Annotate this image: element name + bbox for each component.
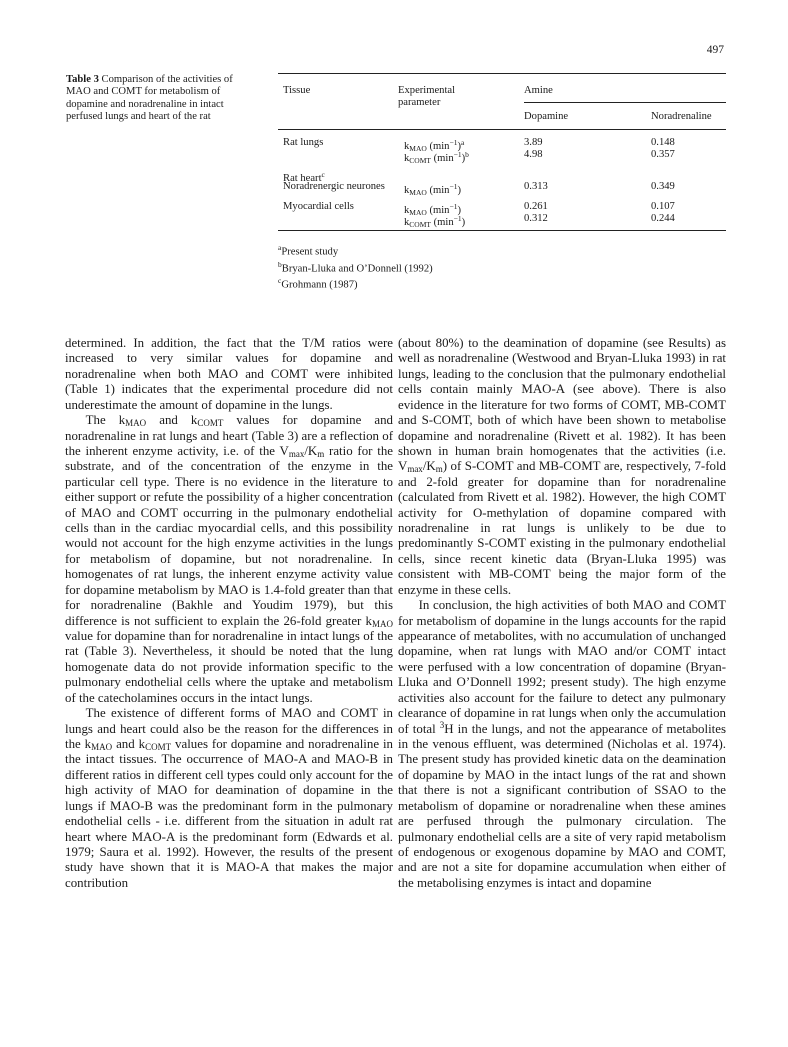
row-noradrenaline-value: 0.107 (651, 201, 675, 212)
header-tissue: Tissue (283, 85, 311, 96)
header-parameter: Experimental parameter (398, 85, 456, 108)
row-tissue: Rat lungs (283, 137, 324, 148)
amine-subheader-rule (524, 102, 726, 103)
row-dopamine-value: 0.312 (524, 213, 548, 224)
row-dopamine-value: 4.98 (524, 149, 543, 160)
row-parameter: $k_{MAO}$ $(\min^{-1})$ (404, 182, 461, 197)
row-parameter: $k_{COMT}$ $(\min^{-1})^b$ (404, 150, 469, 165)
table-caption-text: Comparison of the activities of MAO and COMT for metabolism of dopamine and noradrenaline in intact perfused lungs and heart of the rat (66, 74, 233, 122)
row-noradrenaline-value: 0.148 (651, 137, 675, 148)
row-dopamine-value: 0.313 (524, 181, 548, 192)
header-dopamine: Dopamine (524, 111, 569, 122)
footnote: $^b$Bryan-Lluka and O’Donnell (1992) (278, 259, 433, 275)
row-tissue: Noradrenergic neurones (283, 181, 385, 192)
footnote: $^a$Present study (278, 243, 339, 258)
paragraph: determined. In addition, the fact that the T/M ratios were increased to very similar values for dopamine and noradrenaline when both MAO and COMT were inhibited (Table 1) indicates that the experimental procedure did not underestimate the amount of dopamine in the lungs. (65, 336, 393, 412)
paragraph: In conclusion, the high activities of both MAO and COMT for metabolism of dopamine in the lungs accounts for the rapid appearance of metabolites, with no accumulation of unchanged dopamine, when rat lungs with MAO and/or COMT intact were perfused with a low concentration of dopamine (Bryan-Lluka and O’Donnell 1992; present study). The high enzyme activities also account for the failure to detect any pulmonary clearance of dopamine in rat lungs when only the accumulation of total $^3$H in the lungs, and not the appearance of metabolites in the venous effluent, was determined (Nicholas et al. 1974). The present study has provided kinetic data on the deamination of dopamine by MAO in the intact lungs of the rat and shown that there is not a significant contribution of SSAO to the metabolism of dopamine or noradrenaline when these amines are perfused through the pulmonary circulation. The pulmonary endothelial cells are a site of very rapid metabolism of endogenous or exogenous dopamine by MAO and COMT, and are not a site for dopamine accumulation when either of the metabolising enzymes is intact and dopamine (398, 598, 726, 890)
header-bottom-rule (278, 129, 726, 130)
row-noradrenaline-value: 0.349 (651, 181, 675, 192)
row-noradrenaline-value: 0.244 (651, 213, 675, 224)
paragraph: (about 80%) to the deamination of dopamine (see Results) as well as noradrenaline (Westwood and Bryan-Lluka 1993) in rat lungs, leading to the conclusion that the pulmonary endothelial cells contain mainly MAO-A (see above). There is also evidence in the literature for two forms of COMT, MB-COMT and S-COMT, both of which have been shown to metabolise dopamine and noradrenaline (Rivett et al. 1982). It has been shown in human brain homogenates that the activities (i.e. $V_{max}/K_m$) of S-COMT and MB-COMT are, respectively, 7-fold and 2-fold greater for dopamine than for noradrenaline (calculated from Rivett et al. 1982). However, the high COMT activity for O-methylation of dopamine compared with noradrenaline in rat lungs is unlikely to be due to predominantly S-COMT existing in the pulmonary endothelial cells, since recent kinetic data (Bryan-Lluka 1995) was consistent with MB-COMT being the major form of the enzyme in these cells. (398, 336, 726, 597)
row-parameter: $k_{MAO}$ $(\min^{-1})^a$ (404, 138, 465, 153)
row-noradrenaline-value: 0.357 (651, 149, 675, 160)
row-parameter: $k_{MAO}$ $(\min^{-1})$ (404, 202, 461, 217)
row-tissue: Rat heart$^c$ (283, 170, 325, 184)
right-column (398, 336, 726, 891)
table-caption-label: Table 3 (66, 74, 99, 85)
table-caption (66, 74, 254, 123)
row-tissue: Myocardial cells (283, 201, 354, 212)
footnote: $^c$Grohmann (1987) (278, 276, 358, 291)
paragraph: The $k_{MAO}$ and $k_{COMT}$ values for dopamine and noradrenaline in rat lungs and heart (Table 3) are a reflection of the inherent enzyme activity, i.e. of the $V_{max}/K_m$ ratio for the substrate, and of the concentration of the enzyme in the particular cell type. There is no evidence in the literature to either support or refute the possibility of a higher concentration of MAO and COMT occurring in the pulmonary endothelial cells than in the cardiac myocardial cells, and this possibility would not account for the high enzyme activities in the lungs for metabolism of dopamine, but not noradrenaline. In homogenates of rat lungs, the inherent enzyme activity value for dopamine metabolism by MAO is 1.4-fold greater than that for noradrenaline (Bakhle and Youdim 1979), but this difference is not sufficient to explain the 26-fold greater $k_{MAO}$ value for dopamine than for noradrenaline in intact lungs of the rat (Table 3). Nevertheless, it should be noted that the lung homogenate data do not provide information specific to the pulmonary endothelial cells where the uptake and metabolism of the catecholamines occurs in the intact lungs. (65, 413, 393, 705)
row-parameter: $k_{COMT}$ $(\min^{-1})$ (404, 214, 466, 229)
table-top-rule (278, 73, 726, 74)
paragraph: The existence of different forms of MAO and COMT in lungs and heart could also be the reason for the differences in the $k_{MAO}$ and $k_{COMT}$ values for dopamine and noradrenaline in the intact tissues. The occurrence of MAO-A and MAO-B in different ratios in different cell types could only account for the high activity of MAO for deamination of dopamine in the lungs if MAO-B was the predominant form in the pulmonary endothelial cells - i.e. different from the situation in adult rat heart where MAO-A is the predominant form (Edwards et al. 1979; Saura et al. 1992). However, the results of the present study have shown that it is MAO-A that makes the major contribution (65, 706, 393, 890)
left-column (65, 336, 393, 891)
header-noradrenaline: Noradrenaline (651, 111, 712, 122)
row-dopamine-value: 3.89 (524, 137, 543, 148)
table-bottom-rule (278, 230, 726, 231)
row-dopamine-value: 0.261 (524, 201, 548, 212)
table-footnotes (278, 242, 433, 292)
header-amine: Amine (524, 85, 553, 96)
page-number: 497 (706, 44, 724, 56)
